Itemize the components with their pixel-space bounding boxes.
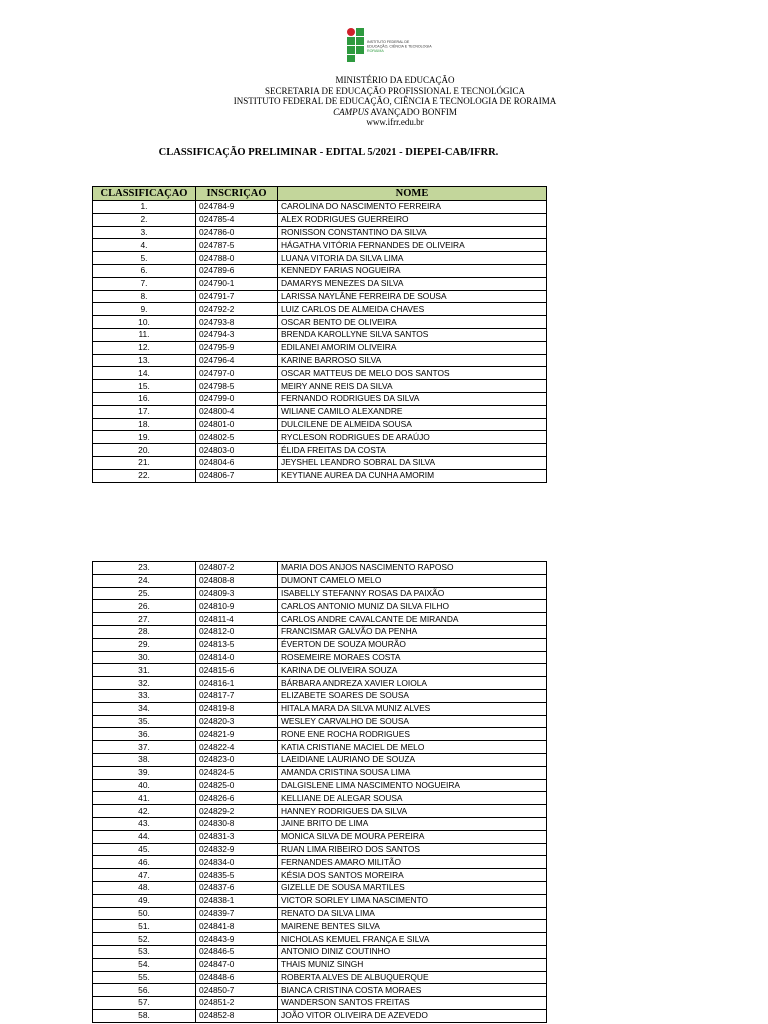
table-row (93, 741, 547, 754)
table-row (93, 264, 547, 277)
cell-name: GIZELLE DE SOUSA MARTILES (278, 881, 547, 894)
column-header-name: NOME (278, 187, 547, 201)
cell-classification: 38. (93, 753, 196, 766)
cell-name: LARISSA NAYLÂNE FERREIRA DE SOUSA (278, 290, 547, 303)
cell-classification: 40. (93, 779, 196, 792)
cell-classification: 30. (93, 651, 196, 664)
cell-classification: 3. (93, 226, 196, 239)
cell-name: AMANDA CRISTINA SOUSA LIMA (278, 766, 547, 779)
table-row (93, 341, 547, 354)
table-row (93, 277, 547, 290)
cell-name: MEIRY ANNE REIS DA SILVA (278, 380, 547, 393)
table-row (93, 600, 547, 613)
table-row (93, 984, 547, 997)
table-row (93, 817, 547, 830)
cell-name: LUIZ CARLOS DE ALMEIDA CHAVES (278, 303, 547, 316)
cell-registration: 024820-3 (196, 715, 278, 728)
cell-classification: 23. (93, 562, 196, 575)
classification-table-part-1 (92, 186, 547, 483)
table-row (93, 625, 547, 638)
cell-registration: 024848-6 (196, 971, 278, 984)
table-row (93, 997, 547, 1010)
column-header-registration: INSCRIÇAO (196, 187, 278, 201)
cell-classification: 33. (93, 689, 196, 702)
table-row (93, 715, 547, 728)
cell-name: KARINE BARROSO SILVA (278, 354, 547, 367)
table-body-part-1 (93, 201, 547, 483)
cell-registration: 024807-2 (196, 562, 278, 575)
cell-registration: 024813-5 (196, 638, 278, 651)
table-row (93, 213, 547, 226)
cell-registration: 024811-4 (196, 613, 278, 626)
cell-name: NICHOLAS KEMUEL FRANÇA E SILVA (278, 933, 547, 946)
cell-name: FRANCISMAR GALVÃO DA PENHA (278, 625, 547, 638)
header-campus (0, 107, 768, 118)
cell-classification: 36. (93, 728, 196, 741)
header-secretariat: SECRETARIA DE EDUCAÇÃO PROFISSIONAL E TECNOLÓGICA (264, 85, 526, 96)
cell-classification: 27. (93, 613, 196, 626)
header-campus-name: AVANÇADO BONFIM (368, 106, 457, 117)
logo-text-3: RORAIMA (367, 49, 384, 53)
cell-classification: 9. (93, 303, 196, 316)
table-row (93, 651, 547, 664)
cell-name: HITALA MARA DA SILVA MUNIZ ALVES (278, 702, 547, 715)
cell-name: CAROLINA DO NASCIMENTO FERREIRA (278, 201, 547, 214)
cell-registration: 024798-5 (196, 380, 278, 393)
cell-name: KELLIANE DE ALEGAR SOUSA (278, 792, 547, 805)
cell-name: KARINA DE OLIVEIRA SOUZA (278, 664, 547, 677)
cell-classification: 31. (93, 664, 196, 677)
table-row (93, 316, 547, 329)
cell-classification: 58. (93, 1009, 196, 1022)
cell-registration: 024847-0 (196, 958, 278, 971)
cell-name: DALGISLENE LIMA NASCIMENTO NOGUEIRA (278, 779, 547, 792)
cell-classification: 24. (93, 574, 196, 587)
cell-classification: 8. (93, 290, 196, 303)
cell-classification: 12. (93, 341, 196, 354)
cell-name: RENATO DA SILVA LIMA (278, 907, 547, 920)
document-header (0, 75, 768, 128)
table-row (93, 367, 547, 380)
cell-name: VICTOR SORLEY LIMA NASCIMENTO (278, 894, 547, 907)
table-row (93, 239, 547, 252)
cell-classification: 4. (93, 239, 196, 252)
document-title: CLASSIFICAÇÃO PRELIMINAR - EDITAL 5/2021 - DIEPEI-CAB/IFRR. (158, 147, 499, 158)
cell-registration: 024803-0 (196, 444, 278, 457)
cell-name: HANNEY RODRIGUES DA SILVA (278, 805, 547, 818)
cell-name: DUMONT CAMELO MELO (278, 574, 547, 587)
cell-classification: 26. (93, 600, 196, 613)
cell-name: FERNANDES AMARO MILITÃO (278, 856, 547, 869)
cell-name: KÉSIA DOS SANTOS MOREIRA (278, 869, 547, 882)
cell-registration: 024784-9 (196, 201, 278, 214)
cell-name: RONE ENE ROCHA RODRIGUES (278, 728, 547, 741)
cell-classification: 1. (93, 201, 196, 214)
cell-registration: 024822-4 (196, 741, 278, 754)
cell-name: ANTONIO DINIZ COUTINHO (278, 945, 547, 958)
table-row (93, 933, 547, 946)
classification-table-part-2 (92, 561, 547, 1023)
cell-registration: 024785-4 (196, 213, 278, 226)
cell-name: ALEX RODRIGUES GUERREIRO (278, 213, 547, 226)
cell-registration: 024831-3 (196, 830, 278, 843)
cell-classification: 35. (93, 715, 196, 728)
table-row (93, 1009, 547, 1022)
table-row (93, 587, 547, 600)
cell-registration: 024810-9 (196, 600, 278, 613)
cell-classification: 52. (93, 933, 196, 946)
table-row (93, 753, 547, 766)
cell-classification: 41. (93, 792, 196, 805)
cell-classification: 14. (93, 367, 196, 380)
cell-name: HÁGATHA VITÓRIA FERNANDES DE OLIVEIRA (278, 239, 547, 252)
table-row (93, 664, 547, 677)
cell-registration: 024786-0 (196, 226, 278, 239)
table-row (93, 958, 547, 971)
header-ministry: MINISTÉRIO DA EDUCAÇÃO (335, 75, 455, 85)
logo-text-1: INSTITUTO FEDERAL DE (367, 40, 410, 44)
cell-classification: 53. (93, 945, 196, 958)
cell-registration: 024788-0 (196, 252, 278, 265)
cell-registration: 024832-9 (196, 843, 278, 856)
cell-registration: 024802-5 (196, 431, 278, 444)
cell-classification: 19. (93, 431, 196, 444)
cell-name: OSCAR BENTO DE OLIVEIRA (278, 316, 547, 329)
cell-classification: 32. (93, 677, 196, 690)
cell-classification: 7. (93, 277, 196, 290)
cell-classification: 47. (93, 869, 196, 882)
cell-name: JAINE BRITO DE LIMA (278, 817, 547, 830)
cell-classification: 25. (93, 587, 196, 600)
cell-name: ELIZABETE SOARES DE SOUSA (278, 689, 547, 702)
table-row (93, 562, 547, 575)
cell-name: MARIA DOS ANJOS NASCIMENTO RAPOSO (278, 562, 547, 575)
cell-name: CARLOS ANDRE CAVALCANTE DE MIRANDA (278, 613, 547, 626)
cell-name: LAEIDIANE LAURIANO DE SOUZA (278, 753, 547, 766)
cell-registration: 024815-6 (196, 664, 278, 677)
cell-name: MONICA SILVA DE MOURA PEREIRA (278, 830, 547, 843)
cell-registration: 024823-0 (196, 753, 278, 766)
table-row (93, 971, 547, 984)
cell-registration: 024791-7 (196, 290, 278, 303)
cell-registration: 024804-6 (196, 456, 278, 469)
cell-registration: 024850-7 (196, 984, 278, 997)
cell-registration: 024821-9 (196, 728, 278, 741)
table-row (93, 354, 547, 367)
cell-name: DULCILENE DE ALMEIDA SOUSA (278, 418, 547, 431)
cell-name: CARLOS ANTONIO MUNIZ DA SILVA FILHO (278, 600, 547, 613)
cell-name: EDILANEI AMORIM OLIVEIRA (278, 341, 547, 354)
cell-classification: 54. (93, 958, 196, 971)
cell-registration: 024787-5 (196, 239, 278, 252)
cell-registration: 024846-5 (196, 945, 278, 958)
cell-registration: 024835-5 (196, 869, 278, 882)
table-body-part-2 (93, 562, 547, 1023)
table-row (93, 945, 547, 958)
cell-classification: 50. (93, 907, 196, 920)
ifrr-logo-mark (346, 27, 442, 63)
cell-name: WILIANE CAMILO ALEXANDRE (278, 405, 547, 418)
table-row (93, 881, 547, 894)
cell-name: FERNANDO RODRIGUES DA SILVA (278, 392, 547, 405)
cell-registration: 024789-6 (196, 264, 278, 277)
table-row (93, 328, 547, 341)
table-row (93, 469, 547, 482)
cell-registration: 024851-2 (196, 997, 278, 1010)
cell-registration: 024834-0 (196, 856, 278, 869)
table-row (93, 702, 547, 715)
cell-registration: 024826-6 (196, 792, 278, 805)
cell-name: JEYSHEL LEANDRO SOBRAL DA SILVA (278, 456, 547, 469)
table-row (93, 431, 547, 444)
cell-classification: 48. (93, 881, 196, 894)
cell-registration: 024799-0 (196, 392, 278, 405)
cell-classification: 43. (93, 817, 196, 830)
cell-registration: 024817-7 (196, 689, 278, 702)
table-row (93, 856, 547, 869)
table-row (93, 380, 547, 393)
cell-name: RYCLESON RODRIGUES DE ARAÚJO (278, 431, 547, 444)
cell-classification: 13. (93, 354, 196, 367)
cell-registration: 024816-1 (196, 677, 278, 690)
cell-classification: 5. (93, 252, 196, 265)
cell-name: WESLEY CARVALHO DE SOUSA (278, 715, 547, 728)
cell-classification: 42. (93, 805, 196, 818)
cell-classification: 29. (93, 638, 196, 651)
table-row (93, 920, 547, 933)
cell-registration: 024852-8 (196, 1009, 278, 1022)
cell-classification: 20. (93, 444, 196, 457)
cell-name: BIANCA CRISTINA COSTA MORAES (278, 984, 547, 997)
table-row (93, 252, 547, 265)
table-row (93, 728, 547, 741)
cell-registration: 024792-2 (196, 303, 278, 316)
table-row (93, 392, 547, 405)
cell-registration: 024839-7 (196, 907, 278, 920)
cell-classification: 10. (93, 316, 196, 329)
cell-name: KEYTIANE AUREA DA CUNHA AMORIM (278, 469, 547, 482)
header-institute: INSTITUTO FEDERAL DE EDUCAÇÃO, CIÊNCIA E TECNOLOGIA DE RORAIMA (233, 96, 557, 106)
cell-classification: 11. (93, 328, 196, 341)
cell-classification: 44. (93, 830, 196, 843)
cell-name: ÉLIDA FREITAS DA COSTA (278, 444, 547, 457)
cell-name: OSCAR MATTEUS DE MELO DOS SANTOS (278, 367, 547, 380)
cell-registration: 024801-0 (196, 418, 278, 431)
table-row (93, 766, 547, 779)
cell-registration: 024843-9 (196, 933, 278, 946)
cell-registration: 024793-8 (196, 316, 278, 329)
cell-classification: 6. (93, 264, 196, 277)
cell-classification: 17. (93, 405, 196, 418)
cell-classification: 2. (93, 213, 196, 226)
logo-text-2: EDUCAÇÃO, CIÊNCIA E TECNOLOGIA (367, 44, 432, 49)
cell-name: WANDERSON SANTOS FREITAS (278, 997, 547, 1010)
table-row (93, 201, 547, 214)
header-website: www.ifrr.edu.br (366, 117, 424, 127)
table-row (93, 444, 547, 457)
ifrr-logo (346, 27, 442, 63)
cell-registration: 024819-8 (196, 702, 278, 715)
cell-registration: 024814-0 (196, 651, 278, 664)
cell-name: ISABELLY STEFANNY ROSAS DA PAIXÃO (278, 587, 547, 600)
table-row (93, 805, 547, 818)
cell-registration: 024830-8 (196, 817, 278, 830)
table-row (93, 689, 547, 702)
cell-classification: 22. (93, 469, 196, 482)
table-row (93, 613, 547, 626)
table-row (93, 405, 547, 418)
table-row (93, 226, 547, 239)
cell-classification: 55. (93, 971, 196, 984)
table-row (93, 869, 547, 882)
cell-registration: 024825-0 (196, 779, 278, 792)
cell-name: BÁRBARA ANDREZA XAVIER LOIOLA (278, 677, 547, 690)
cell-classification: 45. (93, 843, 196, 856)
cell-name: DAMARYS MENEZES DA SILVA (278, 277, 547, 290)
table-row (93, 779, 547, 792)
cell-name: LUANA VITORIA DA SILVA LIMA (278, 252, 547, 265)
table-row (93, 843, 547, 856)
cell-registration: 024829-2 (196, 805, 278, 818)
table-header-row (93, 187, 547, 201)
table-row (93, 574, 547, 587)
cell-classification: 18. (93, 418, 196, 431)
cell-name: RUAN LIMA RIBEIRO DOS SANTOS (278, 843, 547, 856)
cell-registration: 024808-8 (196, 574, 278, 587)
table-row (93, 677, 547, 690)
cell-classification: 46. (93, 856, 196, 869)
table-row (93, 290, 547, 303)
cell-classification: 16. (93, 392, 196, 405)
cell-classification: 34. (93, 702, 196, 715)
cell-name: KATIA CRISTIANE MACIEL DE MELO (278, 741, 547, 754)
cell-registration: 024841-8 (196, 920, 278, 933)
cell-registration: 024824-5 (196, 766, 278, 779)
cell-classification: 51. (93, 920, 196, 933)
table-row (93, 456, 547, 469)
cell-name: BRENDA KAROLLYNE SILVA SANTOS (278, 328, 547, 341)
cell-registration: 024838-1 (196, 894, 278, 907)
cell-classification: 56. (93, 984, 196, 997)
column-header-classification: CLASSIFICAÇAO (93, 187, 196, 201)
header-campus-em: CAMPUS (333, 106, 369, 117)
cell-classification: 49. (93, 894, 196, 907)
table-row (93, 418, 547, 431)
table-row (93, 638, 547, 651)
table-row (93, 792, 547, 805)
cell-registration: 024806-7 (196, 469, 278, 482)
cell-classification: 39. (93, 766, 196, 779)
cell-registration: 024790-1 (196, 277, 278, 290)
table-row (93, 830, 547, 843)
cell-registration: 024797-0 (196, 367, 278, 380)
cell-classification: 28. (93, 625, 196, 638)
cell-name: ROSEMEIRE MORAES COSTA (278, 651, 547, 664)
cell-registration: 024809-3 (196, 587, 278, 600)
cell-name: ROBERTA ALVES DE ALBUQUERQUE (278, 971, 547, 984)
cell-registration: 024800-4 (196, 405, 278, 418)
cell-name: KENNEDY FARIAS NOGUEIRA (278, 264, 547, 277)
cell-name: JOÃO VITOR OLIVEIRA DE AZEVEDO (278, 1009, 547, 1022)
cell-registration: 024795-9 (196, 341, 278, 354)
cell-name: MAIRENE BENTES SILVA (278, 920, 547, 933)
cell-classification: 57. (93, 997, 196, 1010)
cell-registration: 024837-6 (196, 881, 278, 894)
cell-registration: 024794-3 (196, 328, 278, 341)
cell-name: RONISSON CONSTANTINO DA SILVA (278, 226, 547, 239)
table-row (93, 303, 547, 316)
cell-classification: 15. (93, 380, 196, 393)
table-row (93, 907, 547, 920)
cell-name: ÉVERTON DE SOUZA MOURÃO (278, 638, 547, 651)
table-row (93, 894, 547, 907)
cell-registration: 024796-4 (196, 354, 278, 367)
cell-classification: 21. (93, 456, 196, 469)
cell-name: THAIS MUNIZ SINGH (278, 958, 547, 971)
cell-registration: 024812-0 (196, 625, 278, 638)
cell-classification: 37. (93, 741, 196, 754)
